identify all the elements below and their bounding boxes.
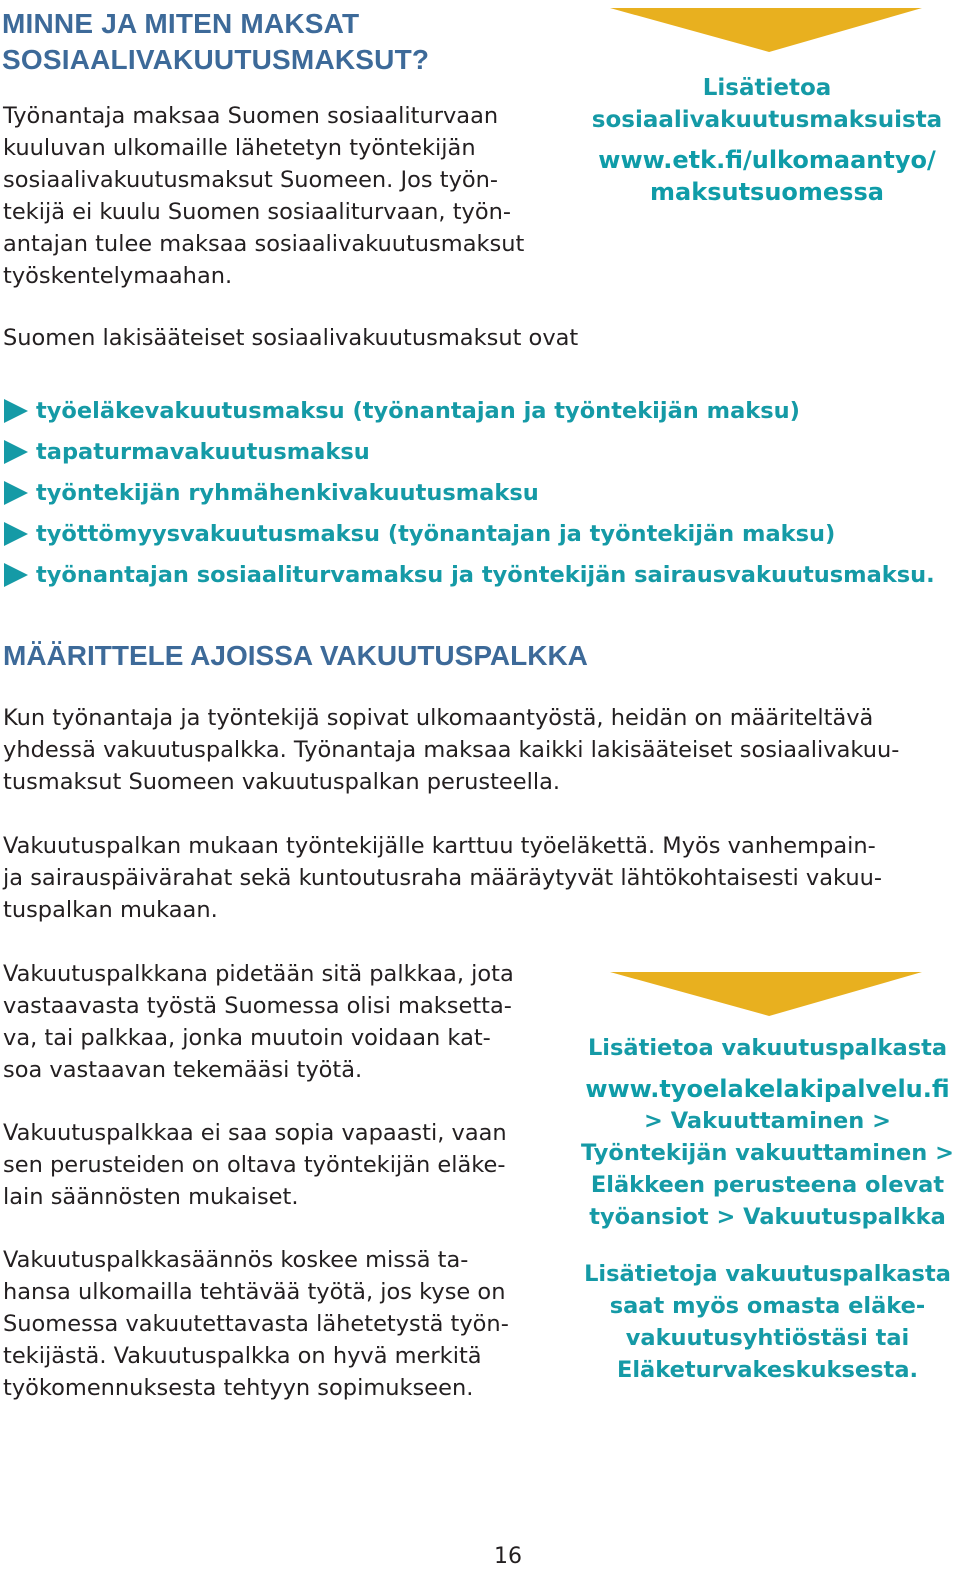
text-line: hansa ulkomailla tehtävää työtä, jos kyse on [3,1279,506,1305]
triangle-bullet-icon [4,399,28,423]
info-box-vakuutuspalkka [580,1032,955,1386]
list-item-label: työttömyysvakuutusmaksu (työnantajan ja työntekijän maksu) [36,521,836,547]
paragraph-1 [3,702,948,798]
text-line: työskentelymaahan. [3,263,233,289]
text-line: Eläketurvakeskuksesta. [616,1357,919,1383]
chevron-banner-icon [610,972,922,1016]
info-extra [580,1258,955,1386]
list-item [0,433,935,474]
triangle-bullet-icon [4,440,28,464]
triangle-bullet-icon [4,522,28,546]
info-title: Lisätietoa [702,75,832,101]
text-line: va, tai palkkaa, jonka muutoin voidaan kat- [3,1025,491,1051]
text-line: Vakuutuspalkkana pidetään sitä palkkaa, jota [3,961,514,987]
text-line: tuspalkan mukaan. [3,897,218,923]
list-item [0,392,935,433]
column-paragraph-3 [3,1244,543,1404]
text-line: ja sairauspäivärahat sekä kuntoutusraha määräytyvät lähtökohtaisesti vakuu- [3,865,883,891]
section-heading-2: MÄÄRITTELE AJOISSA VAKUUTUSPALKKA [3,640,588,671]
text-line: Suomessa vakuutettavasta lähetetystä työn- [3,1311,509,1337]
path-line: Työntekijän vakuuttaminen > [581,1140,954,1166]
heading-line: MINNE JA MITEN MAKSAT [2,8,360,39]
path-line: Eläkkeen perusteena olevat [590,1172,945,1198]
page-number: 16 [494,1544,522,1569]
text-line: yhdessä vakuutuspalkka. Työnantaja maksaa kaikki lakisääteiset sosiaalivakuu- [3,737,900,763]
paragraph-2 [3,830,948,926]
tyoelake-link[interactable]: www.tyoelakelakipalvelu.fi [585,1075,950,1103]
text-line: tekijä ei kuulu Suomen sosiaaliturvaan, työn- [3,199,511,225]
text-line: sen perusteiden on oltava työntekijän eläke- [3,1152,506,1178]
text-line: työkomennuksesta tehtyyn sopimukseen. [3,1375,474,1401]
text-line: Vakuutuspalkkasäännös koskee missä ta- [3,1247,469,1273]
text-line: Vakuutuspalkkaa ei saa sopia vapaasti, vaan [3,1120,507,1146]
path-line: työansiot > Vakuutuspalkka [589,1204,946,1230]
text-line: Työnantaja maksaa Suomen sosiaaliturvaan [3,103,499,129]
list-item [0,474,935,515]
text-line: sosiaalivakuutusmaksut Suomeen. Jos työn- [3,167,499,193]
text-line: kuuluvan ulkomaille lähetetyn työntekijän [3,135,476,161]
list-item-label: työnantajan sosiaaliturvamaksu ja työntekijän sairausvakuutusmaksu. [36,562,935,588]
text-line: Lisätietoja vakuutuspalkasta [584,1261,951,1287]
text-line: vastaavasta työstä Suomessa olisi maksetta- [3,993,512,1019]
text-line: vakuutusyhtiöstäsi tai [625,1325,910,1351]
etk-link[interactable] [588,144,946,208]
list-item-label: työeläkevakuutusmaksu (työnantajan ja työntekijän maksu) [36,398,800,424]
column-paragraph-1 [3,958,543,1086]
info-title: Lisätietoa vakuutuspalkasta [587,1035,948,1061]
text-line: soa vastaavan tekemääsi työtä. [3,1057,363,1083]
text-line: saat myös omasta eläke- [609,1293,926,1319]
text-line: lain säännösten mukaiset. [3,1184,299,1210]
list-item-label: työntekijän ryhmähenkivakuutusmaksu [36,480,539,506]
text-line: tusmaksut Suomeen vakuutuspalkan perusteella. [3,769,561,795]
chevron-banner-icon [610,8,922,52]
text-line: tekijästä. Vakuutuspalkka on hyvä merkitä [3,1343,482,1369]
intro-paragraph [3,100,548,292]
triangle-bullet-icon [4,563,28,587]
column-paragraph-2 [3,1117,543,1213]
payment-list [0,392,935,597]
section-heading [2,6,562,78]
text-line: Kun työnantaja ja työntekijä sopivat ulkomaantyöstä, heidän on määriteltävä [3,705,874,731]
link-line[interactable]: www.etk.fi/ulkomaantyo/ [598,146,936,174]
list-item [0,556,935,597]
list-item-label: tapaturmavakuutusmaksu [36,439,370,465]
text-line: Vakuutuspalkan mukaan työntekijälle karttuu työeläkettä. Myös vanhempain- [3,833,876,859]
text-line: antajan tulee maksaa sosiaalivakuutusmaksut [3,231,525,257]
link-line[interactable]: maksutsuomessa [650,178,884,206]
list-item [0,515,935,556]
path-line: > Vakuuttaminen > [644,1108,891,1134]
heading-line: SOSIAALIVAKUUTUSMAKSUT? [2,44,430,75]
info-box-etk [588,72,946,208]
info-title: sosiaalivakuutusmaksuista [591,107,943,133]
triangle-bullet-icon [4,481,28,505]
lead-text: Suomen lakisääteiset sosiaalivakuutusmaksut ovat [3,325,579,351]
